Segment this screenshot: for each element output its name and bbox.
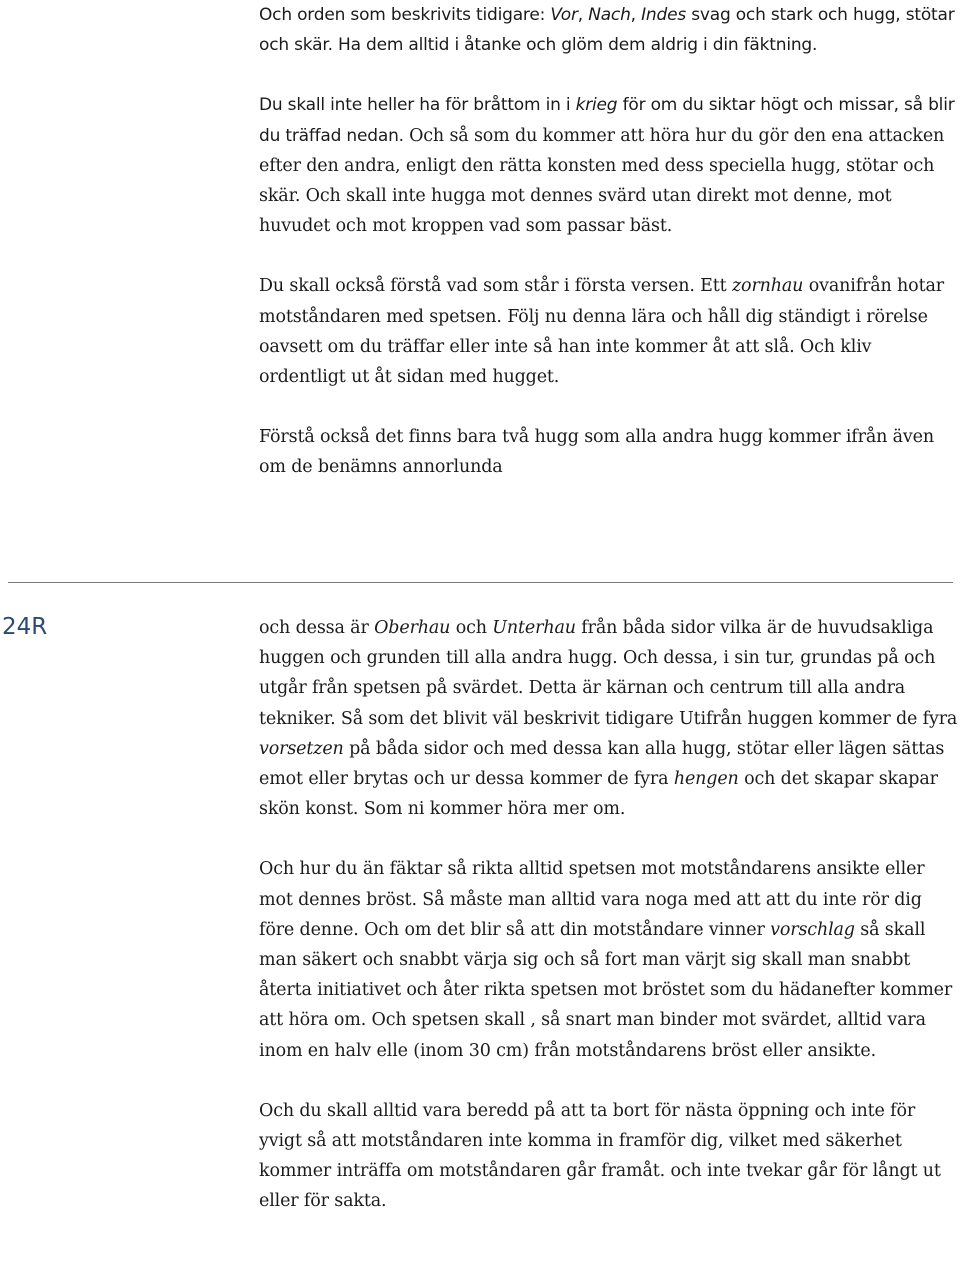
italic-term: vorschlag — [770, 919, 855, 940]
text-run: ovanifrån hotar motståndaren med spetsen. Följ nu denna lära och håll dig ständigt i rörelse oavsett om du träffar eller inte så han inte kommer åt att slå. Och kliv ordentligt ut åt sidan med hugget. — [259, 276, 944, 388]
italic-term: Oberhau — [374, 618, 451, 638]
text-run: Förstå också det finns bara två hugg som alla andra hugg kommer ifrån även om de benämns annorlunda — [259, 427, 934, 478]
para-2 — [259, 90, 959, 241]
text-run: Och orden som beskrivits tidigare: — [259, 5, 551, 25]
text-run: Du skall också förstå vad som står i första versen. Ett — [259, 276, 732, 297]
text-run: på båda sidor och med dessa kan alla hugg, stötar eller lägen sättas emot eller brytas och ur dessa kommer de fyra — [259, 738, 945, 790]
text-run: och det skapar skapar skön konst. Som ni kommer höra mer om. — [259, 769, 938, 820]
text-run: , — [630, 5, 642, 25]
text-run: så skall man säkert och snabbt värja sig och så fort man värjt sig skall man snabbt återta initiativet och åter rikta spetsen mot bröstet som du hädanefter kommer att höra om. Och spetsen skall , så snart man binder mot svärdet, alltid vara inom en halv elle (inom 30 cm) från motståndarens bröst eller ansikte. — [259, 919, 953, 1061]
para-7 — [259, 1096, 959, 1217]
italic-term: Nach — [588, 5, 631, 25]
page-marker: 24R — [2, 614, 48, 640]
text-run: och — [450, 618, 493, 638]
italic-term: krieg — [575, 95, 618, 116]
text-run: , — [577, 5, 589, 25]
para-1 — [259, 0, 959, 60]
text-run: och dessa är — [259, 618, 375, 638]
italic-term: zornhau — [731, 276, 804, 297]
italic-term: Unterhau — [492, 618, 576, 638]
para-3 — [259, 271, 959, 392]
top-text-block — [259, 0, 959, 513]
text-run: Och du skall alltid vara beredd på att ta bort för nästa öppning och inte för yvigt så att motståndaren inte komma in framför dig, vilket med säkerhet kommer inträffa om motståndaren går framåt. och inte tvekar går för långt ut eller för sakta. — [259, 1100, 941, 1212]
text-run: från båda sidor vilka är de huvudsakliga huggen och grunden till alla andra hugg. Och dessa, i sin tur, grundas på och utgår från spetsen på svärdet. Detta är kärnan och centrum till alla andra tekniker. Så som det blivit väl beskrivit tidigare Utifrån huggen kommer de fyra — [259, 618, 958, 729]
text-run: Och så som du kommer att höra hur du gör den ena attacken efter den andra, enligt den rätta konsten med dess speciella hugg, stötar och skär. Och skall inte hugga mot dennes svärd utan direkt mot denne, mot huvudet och mot kroppen vad som passar bäst. — [259, 125, 945, 237]
para-4 — [259, 422, 959, 482]
italic-term: vorsetzen — [259, 738, 344, 759]
text-run: Du skall inte heller ha för bråttom in i — [259, 95, 576, 116]
italic-term: Vor — [550, 5, 578, 25]
page-divider — [8, 582, 953, 583]
text-run: för om du siktar högt och missar, så blir du träffad nedan. — [259, 95, 955, 146]
text-run: Och hur du än fäktar så rikta alltid spetsen mot motståndarens ansikte eller mot dennes bröst. Så måste man alltid vara noga med att att du inte rör dig före denne. Och om det blir så att din motståndare vinner — [259, 859, 925, 940]
italic-term: Indes — [641, 5, 686, 25]
para-5 — [259, 613, 959, 824]
text-run: svag och stark och hugg, stötar och skär. Ha dem alltid i åtanke och glöm dem aldrig i din fäktning. — [259, 5, 955, 56]
bottom-text-block — [259, 613, 959, 1247]
italic-term: hengen — [673, 769, 739, 790]
para-6 — [259, 854, 959, 1065]
